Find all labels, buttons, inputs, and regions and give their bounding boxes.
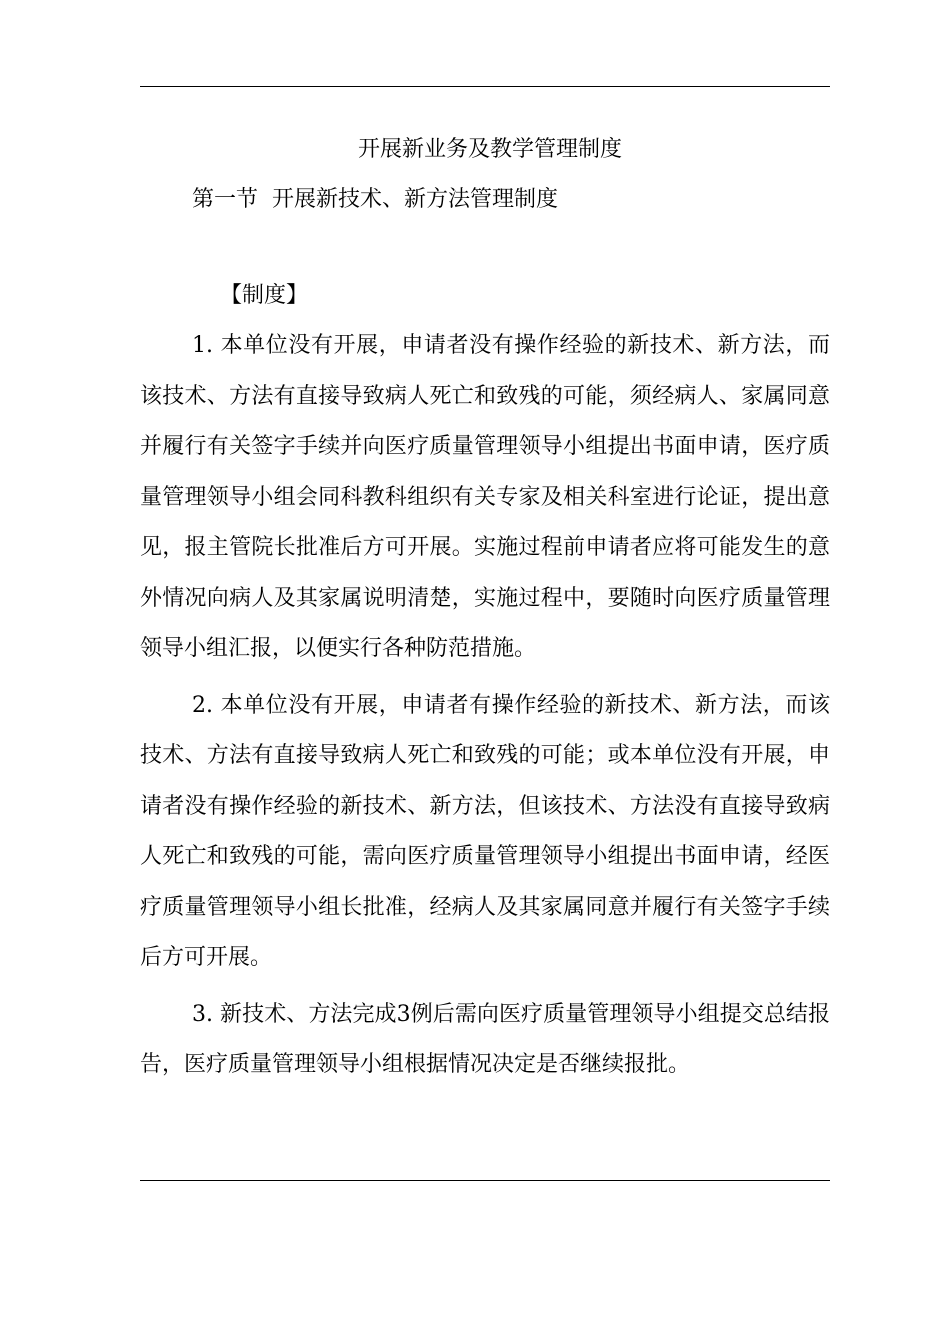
section-title — [140, 175, 830, 225]
paragraph-2: 2. 本单位没有开展，申请者有操作经验的新技术、新方法，而该技术、方法有直接导致病人死亡和致残的可能；或本单位没有开展，申请者没有操作经验的新技术、新方法，但该技术、方法没有直接导致病人死亡和致残的可能，需向医疗质量管理领导小组提出书面申请，经医疗质量管理领导小组长批准，经病人及其家属同意并履行有关签字手续后方可开展。 — [140, 692, 830, 970]
section-heading: 开展新技术、新方法管理制度 — [272, 187, 559, 212]
document-body — [140, 125, 830, 1091]
paragraph-3: 3. 新技术、方法完成3例后需向医疗质量管理领导小组提交总结报告，医疗质量管理领导小组根据情况决定是否继续报批。 — [140, 1001, 830, 1077]
section-number: 第一节 — [192, 187, 259, 212]
footer-rule — [140, 1180, 830, 1181]
rules-label: 【制度】 — [220, 283, 309, 308]
paragraph-1: 1. 本单位没有开展，申请者没有操作经验的新技术、新方法，而该技术、方法有直接导致病人死亡和致残的可能，须经病人、家属同意并履行有关签字手续并向医疗质量管理领导小组提出书面申请，医疗质量管理领导小组会同科教科组织有关专家及相关科室进行论证，提出意见，报主管院长批准后方可开展。实施过程前申请者应将可能发生的意外情况向病人及其家属说明清楚，实施过程中，要随时向医疗质量管理领导小组汇报，以便实行各种防范措施。 — [140, 333, 830, 661]
header-rule — [140, 86, 830, 87]
document-title: 开展新业务及教学管理制度 — [357, 137, 622, 162]
